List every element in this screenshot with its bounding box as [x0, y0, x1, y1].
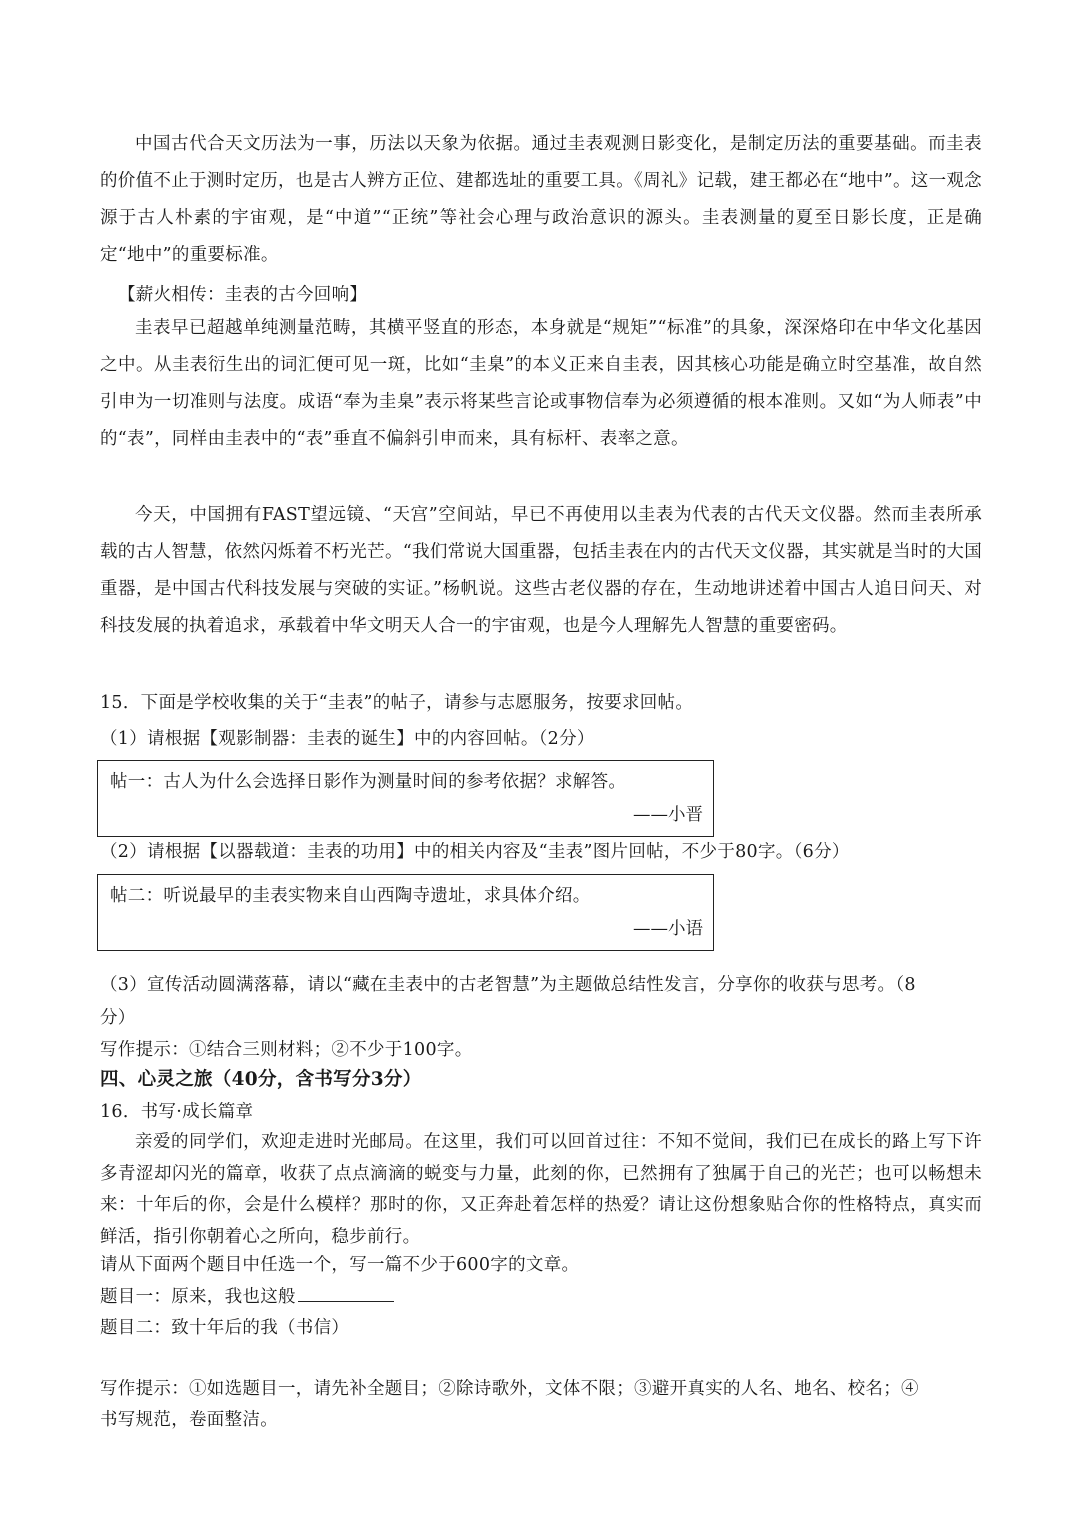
post-2-author: ——小语: [633, 919, 703, 939]
question-15-tip: 写作提示：①结合三则材料；②不少于100字。: [100, 1040, 473, 1060]
post-2-text: 帖二：听说最早的圭表实物来自山西陶寺遗址，求具体介绍。: [110, 886, 591, 906]
topic-1: [100, 1282, 982, 1312]
post-box-1: [97, 760, 714, 837]
question-16-intro: 亲爱的同学们，欢迎走进时光邮局。在这里，我们可以回首过往：不知不觉间，我们已在成长的路上写下许多青涩却闪光的篇章，收获了点点滴滴的蜕变与力量，此刻的你，已然拥有了独属于自己的光芒；也可以畅想未来：十年后的你，会是什么模样？那时的你，又正奔赴着怎样的热爱？请让这份想象贴合你的性格特点，真实而鲜活，指引你朝着心之所向，稳步前行。: [100, 1132, 982, 1247]
passage-paragraph-2: 圭表早已超越单纯测量范畴，其横平竖直的形态，本身就是“规矩”“标准”的具象，深深烙印在中华文化基因之中。从圭表衍生出的词汇便可见一斑，比如“圭臬”的本义正来自圭表，因其核心功能是确立时空基准，故自然引申为一切准则与法度。成语“奉为圭臬”表示将某些言论或事物信奉为必须遵循的根本准则。又如“为人师表”中的“表”，同样由圭表中的“表”垂直不偏斜引申而来，具有标杆、表率之意。: [100, 318, 982, 449]
writing-tips-line1: 写作提示：①如选题目一，请先补全题目；②除诗歌外，文体不限；③避开真实的人名、地名、校名；④: [100, 1379, 919, 1399]
question-15-sub3-line2: 分）: [100, 1008, 136, 1028]
post-box-2: [97, 874, 714, 951]
post-1-text: 帖一：古人为什么会选择日影作为测量时间的参考依据？求解答。: [110, 772, 627, 792]
passage-paragraph-1: 中国古代合天文历法为一事，历法以天象为依据。通过圭表观测日影变化，是制定历法的重要基础。而圭表的价值不止于测时定历，也是古人辨方正位、建都选址的重要工具。《周礼》记载，建王都必在“地中”。这一观念源于古人朴素的宇宙观，是“中道”“正统”等社会心理与政治意识的源头。圭表测量的夏至日影长度，正是确定“地中”的重要标准。: [100, 134, 982, 265]
question-15-sub1: （1）请根据【观影制器：圭表的诞生】中的内容回帖。（2分）: [100, 729, 595, 749]
question-15-sub3-line1: （3）宣传活动圆满落幕，请以“藏在圭表中的古老智慧”为主题做总结性发言，分享你的收获与思考。（8: [100, 975, 916, 995]
writing-tips-line2: 书写规范，卷面整洁。: [100, 1410, 278, 1430]
section-title-fire: 【薪火相传：圭表的古今回响】: [118, 285, 368, 305]
section-4-heading: 四、心灵之旅（40分，含书写分3分）: [100, 1069, 422, 1090]
question-16-instruction: 请从下面两个题目中任选一个，写一篇不少于600字的文章。: [100, 1255, 580, 1275]
topic-2: 题目二：致十年后的我（书信）: [100, 1318, 350, 1338]
question-15-stem: 15．下面是学校收集的关于“圭表”的帖子，请参与志愿服务，按要求回帖。: [100, 693, 694, 713]
topic-1-blank: [298, 1283, 394, 1302]
question-16-title: 16．书写·成长篇章: [100, 1102, 254, 1122]
question-15-sub2: （2）请根据【以器载道：圭表的功用】中的相关内容及“圭表”图片回帖，不少于80字。（6分）: [100, 842, 850, 862]
passage-paragraph-3: 今天，中国拥有FAST望远镜、“天宫”空间站，早已不再使用以圭表为代表的古代天文仪器。然而圭表所承载的古人智慧，依然闪烁着不朽光芒。“我们常说大国重器，包括圭表在内的古代天文仪器，其实就是当时的大国重器，是中国古代科技发展与突破的实证。”杨帆说。这些古老仪器的存在，生动地讲述着中国古人追日问天、对科技发展的执着追求，承载着中华文明天人合一的宇宙观，也是今人理解先人智慧的重要密码。: [100, 505, 982, 636]
post-1-author: ——小晋: [633, 805, 703, 825]
topic-1-text: 题目一：原来，我也这般: [100, 1287, 296, 1307]
